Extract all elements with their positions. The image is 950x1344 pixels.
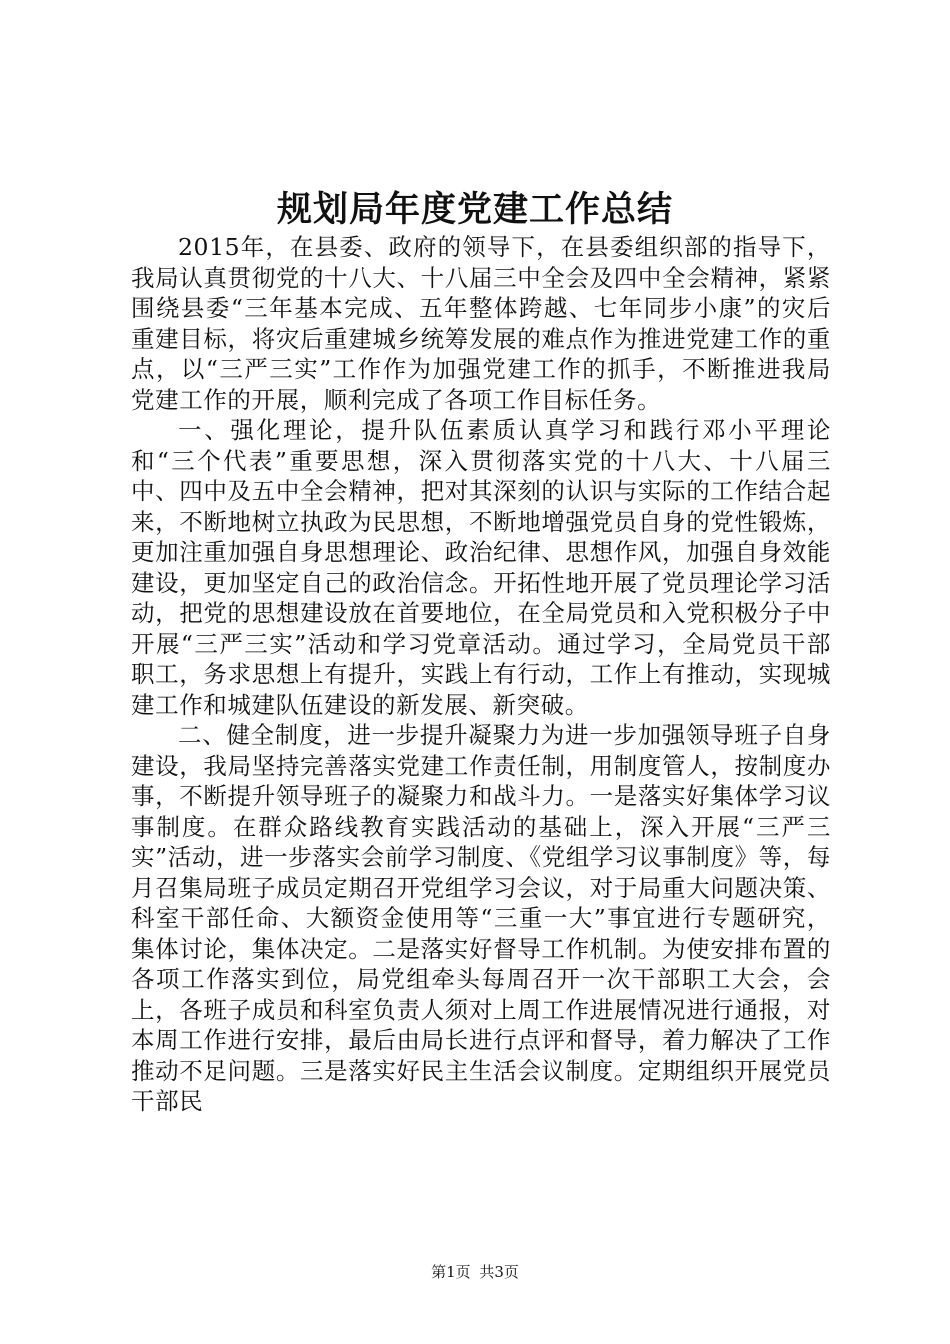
page-total: 共3页 [479, 1263, 519, 1281]
paragraph-section-2: 二、健全制度，进一步提升凝聚力为进一步加强领导班子自身建设，我局坚持完善落实党建工作责任制，用制度管人，按制度办事，不断提升领导班子的凝聚力和战斗力。一是落实好集体学习议事制度。在群众路线教育实践活动的基础上，深入开展“三严三实”活动，进一步落实会前学习制度、《党组学习议事制度》等，每月召集局班子成员定期召开党组学习会议，对于局重大问题决策、科室干部任命、大额资金使用等“三重一大”事宜进行专题研究，集体讨论，集体决定。二是落实好督导工作机制。为使安排布置的各项工作落实到位，局党组牵头每周召开一次干部职工大会，会上，各班子成员和科室负责人须对上周工作进展情况进行通报，对本周工作进行安排，最后由局长进行点评和督导，着力解决了工作推动不足问题。三是落实好民主生活会议制度。定期组织开展党员干部民 [131, 721, 831, 1115]
paragraph-intro: 2015年，在县委、政府的领导下，在县委组织部的指导下，我局认真贯彻党的十八大、十八届三中全会及四中全会精神，紧紧围绕县委“三年基本完成、五年整体跨越、七年同步小康”的灾后重建目标，将灾后重建城乡统筹发展的难点作为推进党建工作的重点，以“三严三实”工作作为加强党建工作的抓手，不断推进我局党建工作的开展，顺利完成了各项工作目标任务。 [131, 233, 831, 414]
paragraph-section-1: 一、强化理论，提升队伍素质认真学习和践行邓小平理论和“三个代表”重要思想，深入贯彻落实党的十八大、十八届三中、四中及五中全会精神，把对其深刻的认识与实际的工作结合起来，不断地树立执政为民思想，不断地增强党员自身的党性锻炼，更加注重加强自身思想理论、政治纪律、思想作风，加强自身效能建设，更加坚定自己的政治信念。开拓性地开展了党员理论学习活动，把党的思想建设放在首要地位，在全局党员和入党积极分子中开展“三严三实”活动和学习党章活动。通过学习，全局党员干部职工，务求思想上有提升，实践上有行动，工作上有推动，实现城建工作和城建队伍建设的新发展、新突破。 [131, 416, 831, 719]
page-number: 第1页 [431, 1263, 471, 1281]
page-footer [0, 1262, 950, 1282]
document-title: 规划局年度党建工作总结 [276, 189, 673, 230]
document-body [131, 232, 831, 1117]
